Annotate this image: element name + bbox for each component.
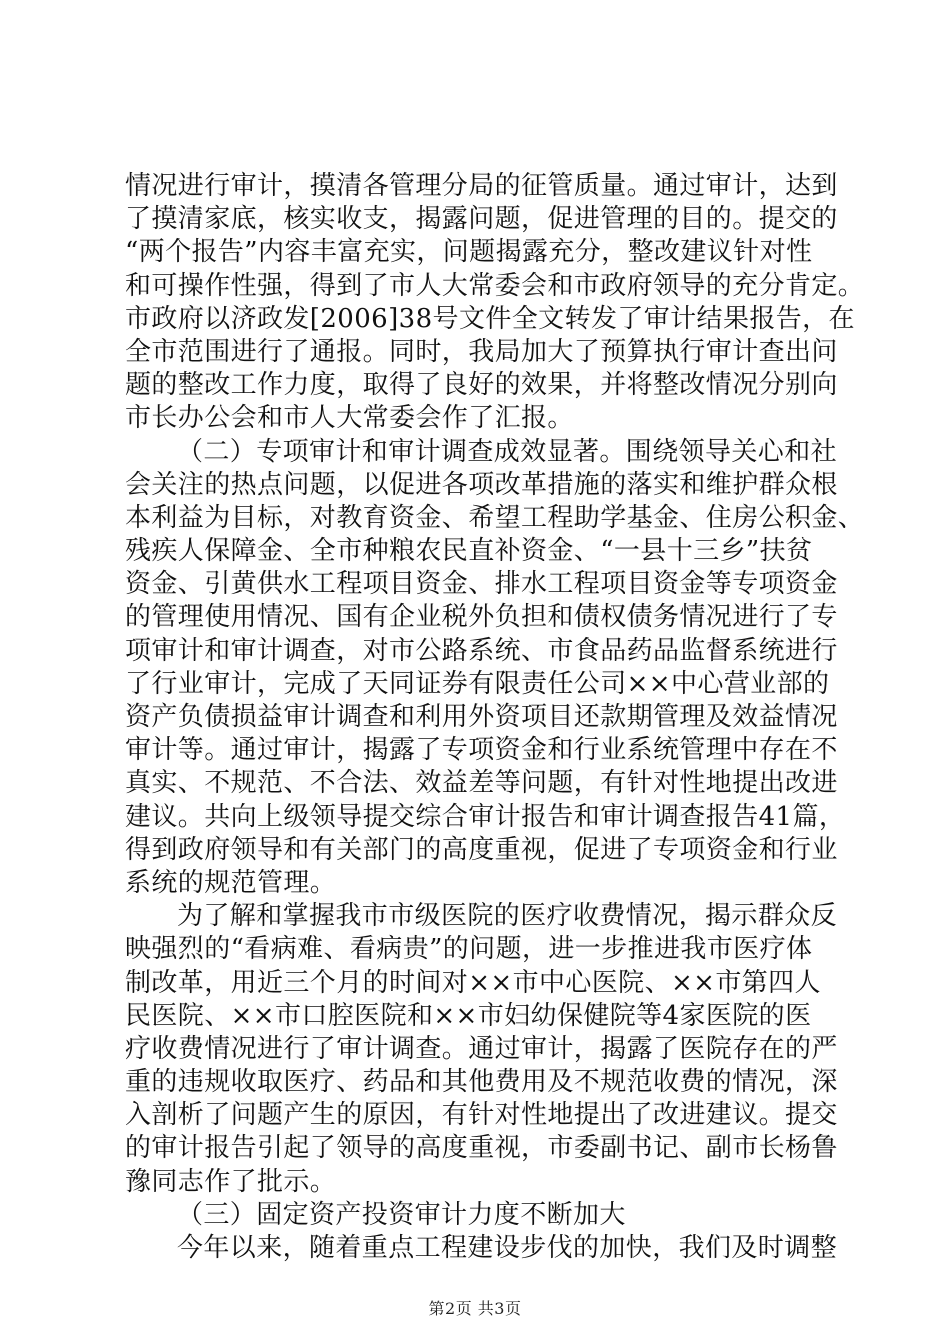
text-line: （二）专项审计和审计调查成效显著。围绕领导关心和社 xyxy=(177,436,838,467)
text-line: 民医院、××市口腔医院和××市妇幼保健院等4家医院的医 xyxy=(125,1000,812,1031)
text-line: 资金、引黄供水工程项目资金、排水工程项目资金等专项资金 xyxy=(125,569,838,600)
text-line: 建议。共向上级领导提交综合审计报告和审计调查报告41篇， xyxy=(125,801,846,832)
text-line: 了摸清家底，核实收支，揭露问题，促进管理的目的。提交的 xyxy=(125,204,838,235)
text-line: 真实、不规范、不合法、效益差等问题，有针对性地提出改进 xyxy=(125,768,838,799)
text-line: 得到政府领导和有关部门的高度重视，促进了专项资金和行业 xyxy=(125,834,838,865)
text-line: （三）固定资产投资审计力度不断加大 xyxy=(177,1199,626,1230)
text-line: 市政府以济政发[2006]38号文件全文转发了审计结果报告，在 xyxy=(125,303,855,334)
document-body xyxy=(125,170,865,1265)
text-line: 项审计和审计调查，对市公路系统、市食品药品监督系统进行 xyxy=(125,635,838,666)
text-line: 的审计报告引起了领导的高度重视，市委副书记、副市长杨鲁 xyxy=(125,1133,838,1164)
text-line: 情况进行审计，摸清各管理分局的征管质量。通过审计，达到 xyxy=(125,171,838,201)
text-line: 为了解和掌握我市市级医院的医疗收费情况，揭示群众反 xyxy=(177,901,838,932)
text-line: 系统的规范管理。 xyxy=(125,867,337,898)
text-line: 市长办公会和市人大常委会作了汇报。 xyxy=(125,403,574,434)
text-line: “两个报告”内容丰富充实，问题揭露充分，整改建议针对性 xyxy=(125,237,813,268)
text-line: 全市范围进行了通报。同时，我局加大了预算执行审计查出问 xyxy=(125,336,838,367)
text-line: 今年以来，随着重点工程建设步伐的加快，我们及时调整 xyxy=(177,1233,838,1263)
text-line: 重的违规收取医疗、药品和其他费用及不规范收费的情况，深 xyxy=(125,1067,838,1098)
page-number-footer: 第2页 共3页 xyxy=(428,1299,522,1318)
text-line: 题的整改工作力度，取得了良好的效果，并将整改情况分别向 xyxy=(125,370,838,401)
text-line: 入剖析了问题产生的原因，有针对性地提出了改进建议。提交 xyxy=(125,1100,838,1131)
text-line: 和可操作性强，得到了市人大常委会和市政府领导的充分肯定。 xyxy=(125,270,865,301)
text-line: 豫同志作了批示。 xyxy=(125,1166,337,1197)
text-line: 会关注的热点问题，以促进各项改革措施的落实和维护群众根 xyxy=(125,469,838,500)
text-line: 制改革，用近三个月的时间对××市中心医院、××市第四人 xyxy=(125,967,821,998)
text-line: 了行业审计，完成了天同证券有限责任公司××中心营业部的 xyxy=(125,668,830,699)
text-line: 本利益为目标，对教育资金、希望工程助学基金、住房公积金、 xyxy=(125,502,865,533)
text-line: 的管理使用情况、国有企业税外负担和债权债务情况进行了专 xyxy=(125,602,838,633)
text-line: 审计等。通过审计，揭露了专项资金和行业系统管理中存在不 xyxy=(125,735,838,766)
text-line: 资产负债损益审计调查和利用外资项目还款期管理及效益情况 xyxy=(125,702,838,732)
text-line: 映强烈的“看病难、看病贵”的问题，进一步推进我市医疗体 xyxy=(125,934,813,965)
text-line: 残疾人保障金、全市种粮农民直补资金、“一县十三乡”扶贫 xyxy=(125,536,813,567)
text-line: 疗收费情况进行了审计调查。通过审计，揭露了医院存在的严 xyxy=(125,1033,838,1064)
